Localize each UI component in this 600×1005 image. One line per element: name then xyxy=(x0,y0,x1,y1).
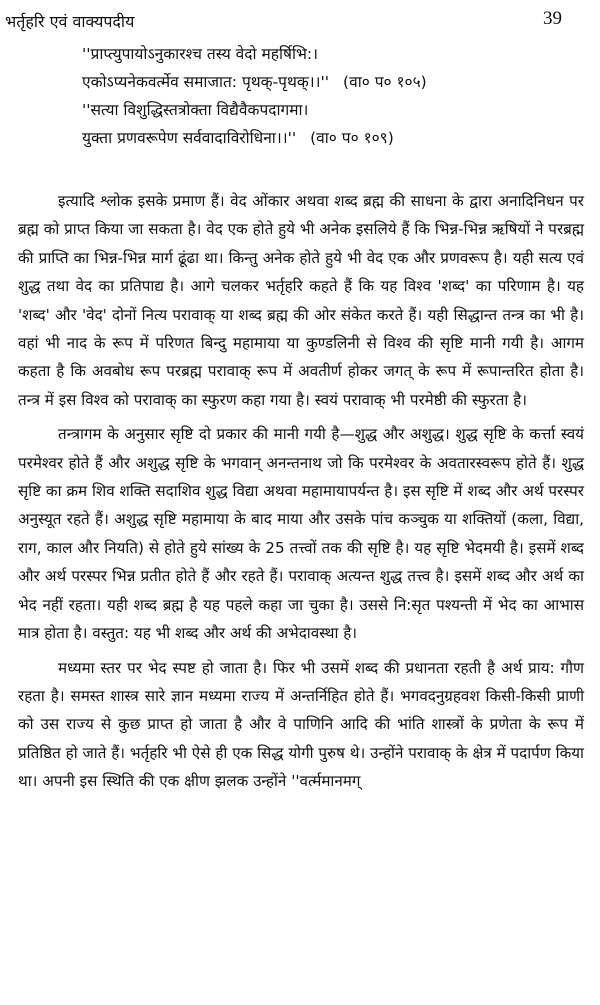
verse-text: एकोऽप्यनेकवर्त्मेव समाजात: पृथक्-पृथक्।।'' xyxy=(82,73,330,91)
verse-line-3 xyxy=(82,96,590,124)
verse-text: ''सत्या विशुद्धिस्तत्रोक्ता विद्यैवैकपदागमा। xyxy=(82,101,309,119)
paragraph-3: मध्यमा स्तर पर भेद स्पष्ट हो जाता है। फिर भी उसमें शब्द की प्रधानता रहती है अर्थ प्राय: गौण रहता है। समस्त शास्त्र सारे ज्ञान मध्यमा राज्य में अन्तर्निहित होते हैं। भगवदनुग्रहवश किसी-किसी प्राणी को उस राज्य से कुछ प्राप्त हो जाता है और वे पाणिनि आदि की भांति शास्त्रों के प्रणेता के रूप में प्रतिष्ठित हो जाते हैं। भर्तृहरि भी ऐसे ही एक सिद्ध योगी पुरुष थे। उन्होंने परावाक् के क्षेत्र में पदार्पण किया था। अपनी इस स्थिति की एक क्षीण झलक उन्होंने ''वर्त्ममानमग् xyxy=(18,658,584,791)
verse-reference: (वा० प० १०९) xyxy=(310,129,394,147)
verse-line-1 xyxy=(82,40,590,68)
paragraph-1: इत्यादि श्लोक इसके प्रमाण हैं। वेद ओंकार अथवा शब्द ब्रह्म की साधना के द्वारा अनादिनिधन पर ब्रह्म को प्राप्त किया जा सकता है। वेद एक होते हुये भी अनेक इसलिये हैं कि भिन्न-भिन्न ऋषियों ने परब्रह्म की प्राप्ति का भिन्न-भिन्न मार्ग ढूंढा था। किन्तु अनेक होते हुये भी वेद एक और प्रणवरूप है। यही सत्य एवं शुद्ध तथा वेद का प्रतिपाद्य है। आगे चलकर भर्तृहरि कहते हैं कि यह विश्व 'शब्द' का परिणाम है। यह 'शब्द' और 'वेद' दोनों नित्य परावाक् या शब्द ब्रह्म की ओर संकेत करते हैं। यही सिद्धान्त तन्त्र का भी है। वहां भी नाद के रूप में परिणत बिन्दु महामाया या कुण्डलिनी से विश्व की सृष्टि मानी गयी है। आगम कहता है कि अवबोध रूप परब्रह्म परावाक् रूप में अवतीर्ण होकर जगत् के रूप में रूपान्तरित होता है। तन्त्र में इस विश्व को परावाक् का स्फुरण कहा गया है। स्वयं परावाक् भी परमेष्ठी की स्फुरता है। xyxy=(18,192,584,409)
verse-line-2 xyxy=(82,68,590,96)
running-title: भर्तृहरि एवं वाक्यपदीय xyxy=(5,12,135,31)
verse-text: ''प्राप्त्युपायोऽनुकारश्च तस्य वेदो महर्षिभि:। xyxy=(82,45,318,63)
verse-reference: (वा० प० १०५) xyxy=(343,73,427,91)
verse-line-4 xyxy=(82,124,590,152)
page-number: 39 xyxy=(543,8,562,29)
paragraph-2: तन्त्रागम के अनुसार सृष्टि दो प्रकार की मानी गयी है—शुद्ध और अशुद्ध। शुद्ध सृष्टि के कर्त्ता स्वयं परमेश्वर होते हैं और अशुद्ध सृष्टि के भगवान् अनन्तनाथ जो कि परमेश्वर के अवतारस्वरूप होते हैं। शुद्ध सृष्टि का क्रम शिव शक्ति सदाशिव शुद्ध विद्या अथवा महामायापर्यन्त है। इस सृष्टि में शब्द और अर्थ परस्पर अनुस्यूत रहते हैं। अशुद्ध सृष्टि महामाया के बाद माया और उसके पांच कञ्चुक या शक्तियों (कला, विद्या, राग, काल और नियति) से होते हुये सांख्य के 25 तत्त्वों तक की सृष्टि है। यह सृष्टि भेदमयी है। इसमें शब्द और अर्थ परस्पर भिन्न प्रतीत होते हैं और रहते हैं। परावाक् अत्यन्त शुद्ध तत्त्व है। इसमें शब्द और अर्थ का भेद नहीं रहता। यही शब्द ब्रह्म है यह पहले कहा जा चुका है। उससे नि:सृत पश्यन्ती में भेद का आभास मात्र होता है। वस्तुत: यह भी शब्द और अर्थ की अभेदावस्था है। xyxy=(18,425,584,643)
verse-text: युक्ता प्रणवरूपेण सर्ववादाविरोधिना।।'' xyxy=(82,129,297,147)
page-header xyxy=(0,6,600,40)
body-text xyxy=(18,187,584,796)
verse-block xyxy=(82,40,590,152)
